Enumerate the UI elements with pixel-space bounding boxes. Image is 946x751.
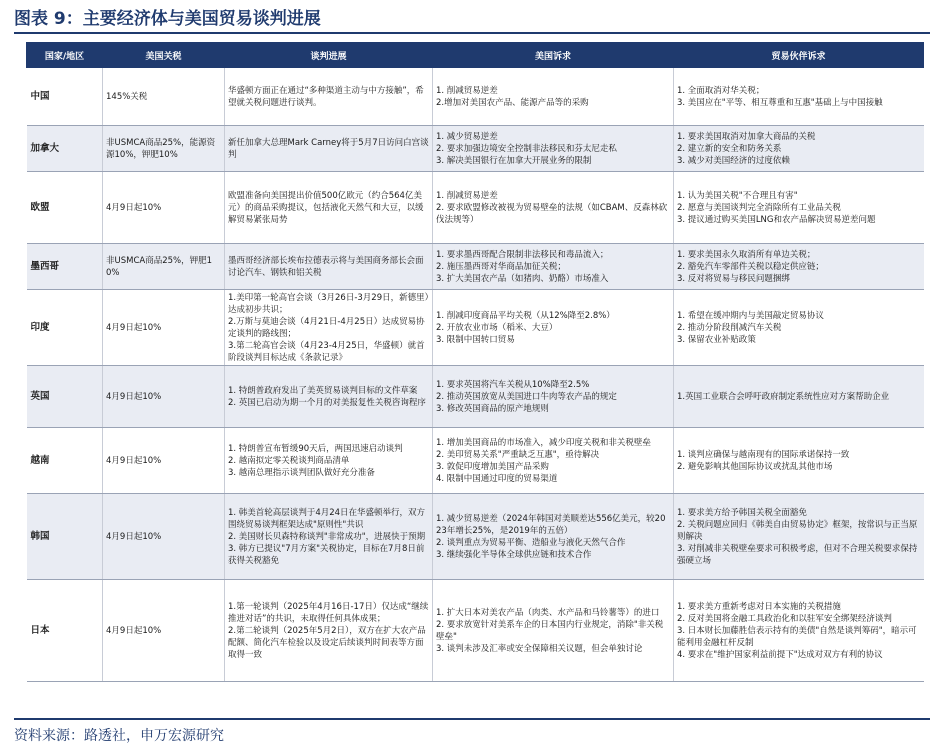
table-row [27,580,924,682]
cell-progress-line: 2. 美国财长贝森特称谈判"非常成功"，进展快于预期 [228,531,426,542]
cell-us-demand-line: 2.增加对美国农产品、能源产品等的采购 [436,97,589,108]
cell-partner-demand-line: 2. 建立新的安全和防务关系 [677,143,782,154]
cell-us-tariff: 4月9日起10% [103,290,225,366]
cell-us-demand-line: 2. 要求放宽针对美系车企的日本国内行业规定，消除"非关税壁垒" [436,619,664,642]
cell-us-demand-line: 2. 要求加强边境安全控制非法移民和芬太尼走私 [436,143,617,154]
table-row [27,244,924,290]
cell-partner-demand-line: 1. 要求美国取消对加拿大商品的关税 [677,131,816,142]
cell-country: 韩国 [27,494,103,580]
figure-title: 图表 9：主要经济体与美国贸易谈判进展 [14,4,930,34]
cell-progress [225,290,433,366]
header-partner-demand: 贸易伙伴诉求 [674,43,924,68]
cell-progress [225,68,433,126]
cell-progress-line: 3. 韩方已提议"7月方案"关税协定，目标在7月8日前获得关税豁免 [228,543,425,566]
cell-partner-demand-line: 1.英国工业联合会呼吁政府制定系统性应对方案帮助企业 [677,391,890,402]
cell-us-demand-line: 1. 削减贸易逆差 [436,190,498,201]
cell-progress-line: 1. 特朗普宣布暂缓90天后，两国迅速启动谈判 [228,443,403,454]
cell-us-demand-line: 3. 解决美国银行在加拿大开展业务的限制 [436,155,592,166]
cell-progress-line: 华盛顿方面正在通过“多种渠道主动与中方接触”，希望就关税问题进行谈判。 [228,85,424,108]
cell-us-demand-line: 4. 限制中国通过印度的贸易渠道 [436,473,558,484]
cell-progress-line: 新任加拿大总理Mark Carney将于5月7日访问白宫谈判 [228,137,429,160]
table-row [27,428,924,494]
table-header-row [27,43,924,68]
cell-us-demand-line: 1. 削减印度商品平均关税（从12%降至2.8%） [436,310,615,321]
cell-country: 印度 [27,290,103,366]
cell-us-tariff: 非USMCA商品25%，能源资源10%，钾肥10% [103,126,225,172]
cell-us-demand [433,290,674,366]
cell-us-demand [433,366,674,428]
cell-us-demand-line: 1. 要求墨西哥配合限制非法移民和毒品流入； [436,249,609,260]
cell-us-demand-line: 3. 修改英国商品的原产地规则 [436,403,549,414]
table-row [27,172,924,244]
cell-partner-demand [674,366,924,428]
cell-country: 日本 [27,580,103,682]
cell-partner-demand [674,580,924,682]
cell-country: 墨西哥 [27,244,103,290]
cell-partner-demand-line: 3. 提议通过购买美国LNG和农产品解决贸易逆差问题 [677,214,876,225]
cell-us-demand-line: 1. 要求英国将汽车关税从10%降至2.5% [436,379,590,390]
cell-partner-demand-line: 2. 豁免汽车零部件关税以稳定供应链； [677,261,824,272]
cell-partner-demand [674,290,924,366]
cell-us-demand-line: 3. 限制中国转口贸易 [436,334,515,345]
cell-us-demand [433,580,674,682]
cell-us-demand-line: 2. 谈判重点为贸易平衡、造船业与液化天然气合作 [436,537,626,548]
table-row [27,494,924,580]
cell-country: 欧盟 [27,172,103,244]
cell-us-demand-line: 1. 增加美国商品的市场准入，减少印度关税和非关税壁垒 [436,437,651,448]
cell-us-tariff: 4月9日起10% [103,428,225,494]
cell-partner-demand [674,428,924,494]
cell-partner-demand [674,244,924,290]
cell-partner-demand-line: 3. 对削减非关税壁垒要求可积极考虑，但对不合理关税要求保持强硬立场 [677,543,918,566]
cell-progress-line: 1.美印第一轮高官会谈（3月26日-3月29日，新德里）达成初步共识； [228,292,429,315]
cell-partner-demand [674,172,924,244]
cell-us-demand-line: 2. 开放农业市场（稻米、大豆） [436,322,558,333]
cell-progress-line: 3. 越南总理指示谈判团队做好充分准备 [228,467,375,478]
source-note: 资料来源：路透社，申万宏源研究 [14,718,930,746]
cell-partner-demand-line: 2. 反对美国将金融工具政治化和以驻军安全绑架经济谈判 [677,613,892,624]
cell-us-tariff: 4月9日起10% [103,366,225,428]
cell-us-demand [433,68,674,126]
cell-partner-demand [674,494,924,580]
cell-partner-demand [674,68,924,126]
cell-partner-demand-line: 4. 要求在"维护国家利益前提下"达成对双方有利的协议 [677,649,883,660]
cell-progress-line: 1. 韩美首轮高层谈判于4月24日在华盛顿举行，双方围绕贸易谈判框架达成"原则性"共识 [228,507,426,530]
cell-progress [225,244,433,290]
cell-partner-demand-line: 2. 关税问题应回归《韩美自由贸易协定》框架，按常识与正当原则解决 [677,519,918,542]
table-row [27,68,924,126]
table-body [27,68,924,682]
cell-us-demand [433,244,674,290]
cell-partner-demand-line: 1. 谈判应确保与越南现有的国际承诺保持一致 [677,449,850,460]
cell-us-demand [433,428,674,494]
cell-country: 越南 [27,428,103,494]
cell-us-demand-line: 1. 削减贸易逆差 [436,85,498,96]
cell-partner-demand-line: 2. 避免影响其他国际协议或扰乱其他市场 [677,461,833,472]
cell-country: 加拿大 [27,126,103,172]
header-us-demand: 美国诉求 [433,43,674,68]
cell-progress [225,580,433,682]
cell-progress [225,428,433,494]
cell-us-tariff: 145%关税 [103,68,225,126]
cell-partner-demand-line: 1. 认为美国关税"不合理且有害" [677,190,798,201]
cell-progress-line: 2.万斯与莫迪会谈（4月21日-4月25日）达成贸易协定谈判的路线图； [228,316,425,339]
cell-partner-demand-line: 2. 推动分阶段削减汽车关税 [677,322,782,333]
cell-partner-demand-line: 3. 反对将贸易与移民问题捆绑 [677,273,790,284]
cell-partner-demand-line: 1. 要求美方给予韩国关税全面豁免 [677,507,807,518]
cell-partner-demand-line: 1. 希望在缓冲期内与美国敲定贸易协议 [677,310,824,321]
cell-us-tariff: 4月9日起10% [103,580,225,682]
cell-progress-line: 1. 特朗普政府发出了美英贸易谈判目标的文件草案 [228,385,418,396]
cell-us-tariff: 4月9日起10% [103,494,225,580]
cell-progress-line: 2. 英国已启动为期一个月的对美报复性关税咨询程序 [228,397,426,408]
table-row [27,366,924,428]
cell-us-demand-line: 2. 施压墨西哥对华商品加征关税； [436,261,566,272]
cell-progress-line: 2. 越南拟定零关税谈判商品清单 [228,455,350,466]
cell-progress [225,172,433,244]
cell-us-demand [433,172,674,244]
cell-country: 英国 [27,366,103,428]
cell-us-demand-line: 2. 美印贸易关系"严重缺乏互惠"，亟待解决 [436,449,600,460]
cell-us-demand-line: 1. 减少贸易逆差（2024年韩国对美顺差达556亿美元，较2023年增长25%，是2019年的五倍） [436,513,666,536]
cell-progress [225,126,433,172]
table-row [27,126,924,172]
cell-partner-demand [674,126,924,172]
cell-us-tariff: 4月9日起10% [103,172,225,244]
cell-us-demand-line: 1. 扩大日本对美农产品（肉类、水产品和马铃薯等）的进口 [436,607,660,618]
header-progress: 谈判进展 [225,43,433,68]
cell-us-demand-line: 2. 要求欧盟修改被视为贸易壁垒的法规（如CBAM、反森林砍伐法规等） [436,202,668,225]
cell-partner-demand-line: 3. 美国应在"平等、相互尊重和互惠"基础上与中国接触 [677,97,883,108]
cell-progress-line: 2.第二轮谈判（2025年5月2日），双方在扩大农产品配额、简化汽车检验以及设定后续谈判时间表等方面取得一致 [228,625,426,660]
cell-partner-demand-line: 1. 全面取消对华关税； [677,85,765,96]
cell-partner-demand-line: 1. 要求美国永久取消所有单边关税； [677,249,816,260]
cell-partner-demand-line: 3. 保留农业补贴政策 [677,334,756,345]
cell-progress-line: 3.第二轮高官会谈（4月23-4月25日，华盛顿）就首阶段谈判目标达成《条款记录》 [228,340,425,363]
cell-progress-line: 欧盟准备向美国提出价值500亿欧元（约合564亿美元）的商品采购提议，包括液化天然气和大豆，以缓解贸易紧张局势 [228,190,424,225]
cell-partner-demand-line: 2. 愿意与美国谈判完全消除所有工业品关税 [677,202,841,213]
cell-country: 中国 [27,68,103,126]
cell-us-demand [433,494,674,580]
cell-partner-demand-line: 1. 要求美方重新考虑对日本实施的关税措施 [677,601,841,612]
cell-us-demand-line: 3. 扩大美国农产品（如猪肉、奶酪）市场准入 [436,273,609,284]
cell-progress-line: 1.第一轮谈判（2025年4月16日-17日）仅达成“继续推进对话”的共识，未取得任何具体成果； [228,601,429,624]
header-country: 国家/地区 [27,43,103,68]
cell-partner-demand-line: 3. 日本财长加藤胜信表示持有的美债"自然是谈判筹码"，暗示可能利用金融杠杆反制 [677,625,917,648]
cell-progress [225,366,433,428]
negotiation-table [26,42,924,682]
cell-us-demand-line: 3. 继续强化半导体全球供应链和技术合作 [436,549,592,560]
cell-us-demand-line: 2. 推动英国放宽从美国进口牛肉等农产品的规定 [436,391,617,402]
header-us-tariff: 美国关税 [103,43,225,68]
cell-us-tariff: 非USMCA商品25%，钾肥10% [103,244,225,290]
cell-progress-line: 墨西哥经济部长埃布拉德表示将与美国商务部长会面讨论汽车、钢铁和铝关税 [228,255,424,278]
cell-us-demand-line: 3. 敦促印度增加美国产品采购 [436,461,549,472]
cell-partner-demand-line: 3. 减少对美国经济的过度依赖 [677,155,790,166]
cell-us-demand-line: 3. 谈判未涉及汇率或安全保障相关议题，但会单独讨论 [436,643,643,654]
cell-us-demand [433,126,674,172]
cell-progress [225,494,433,580]
table-row [27,290,924,366]
cell-us-demand-line: 1. 减少贸易逆差 [436,131,498,142]
